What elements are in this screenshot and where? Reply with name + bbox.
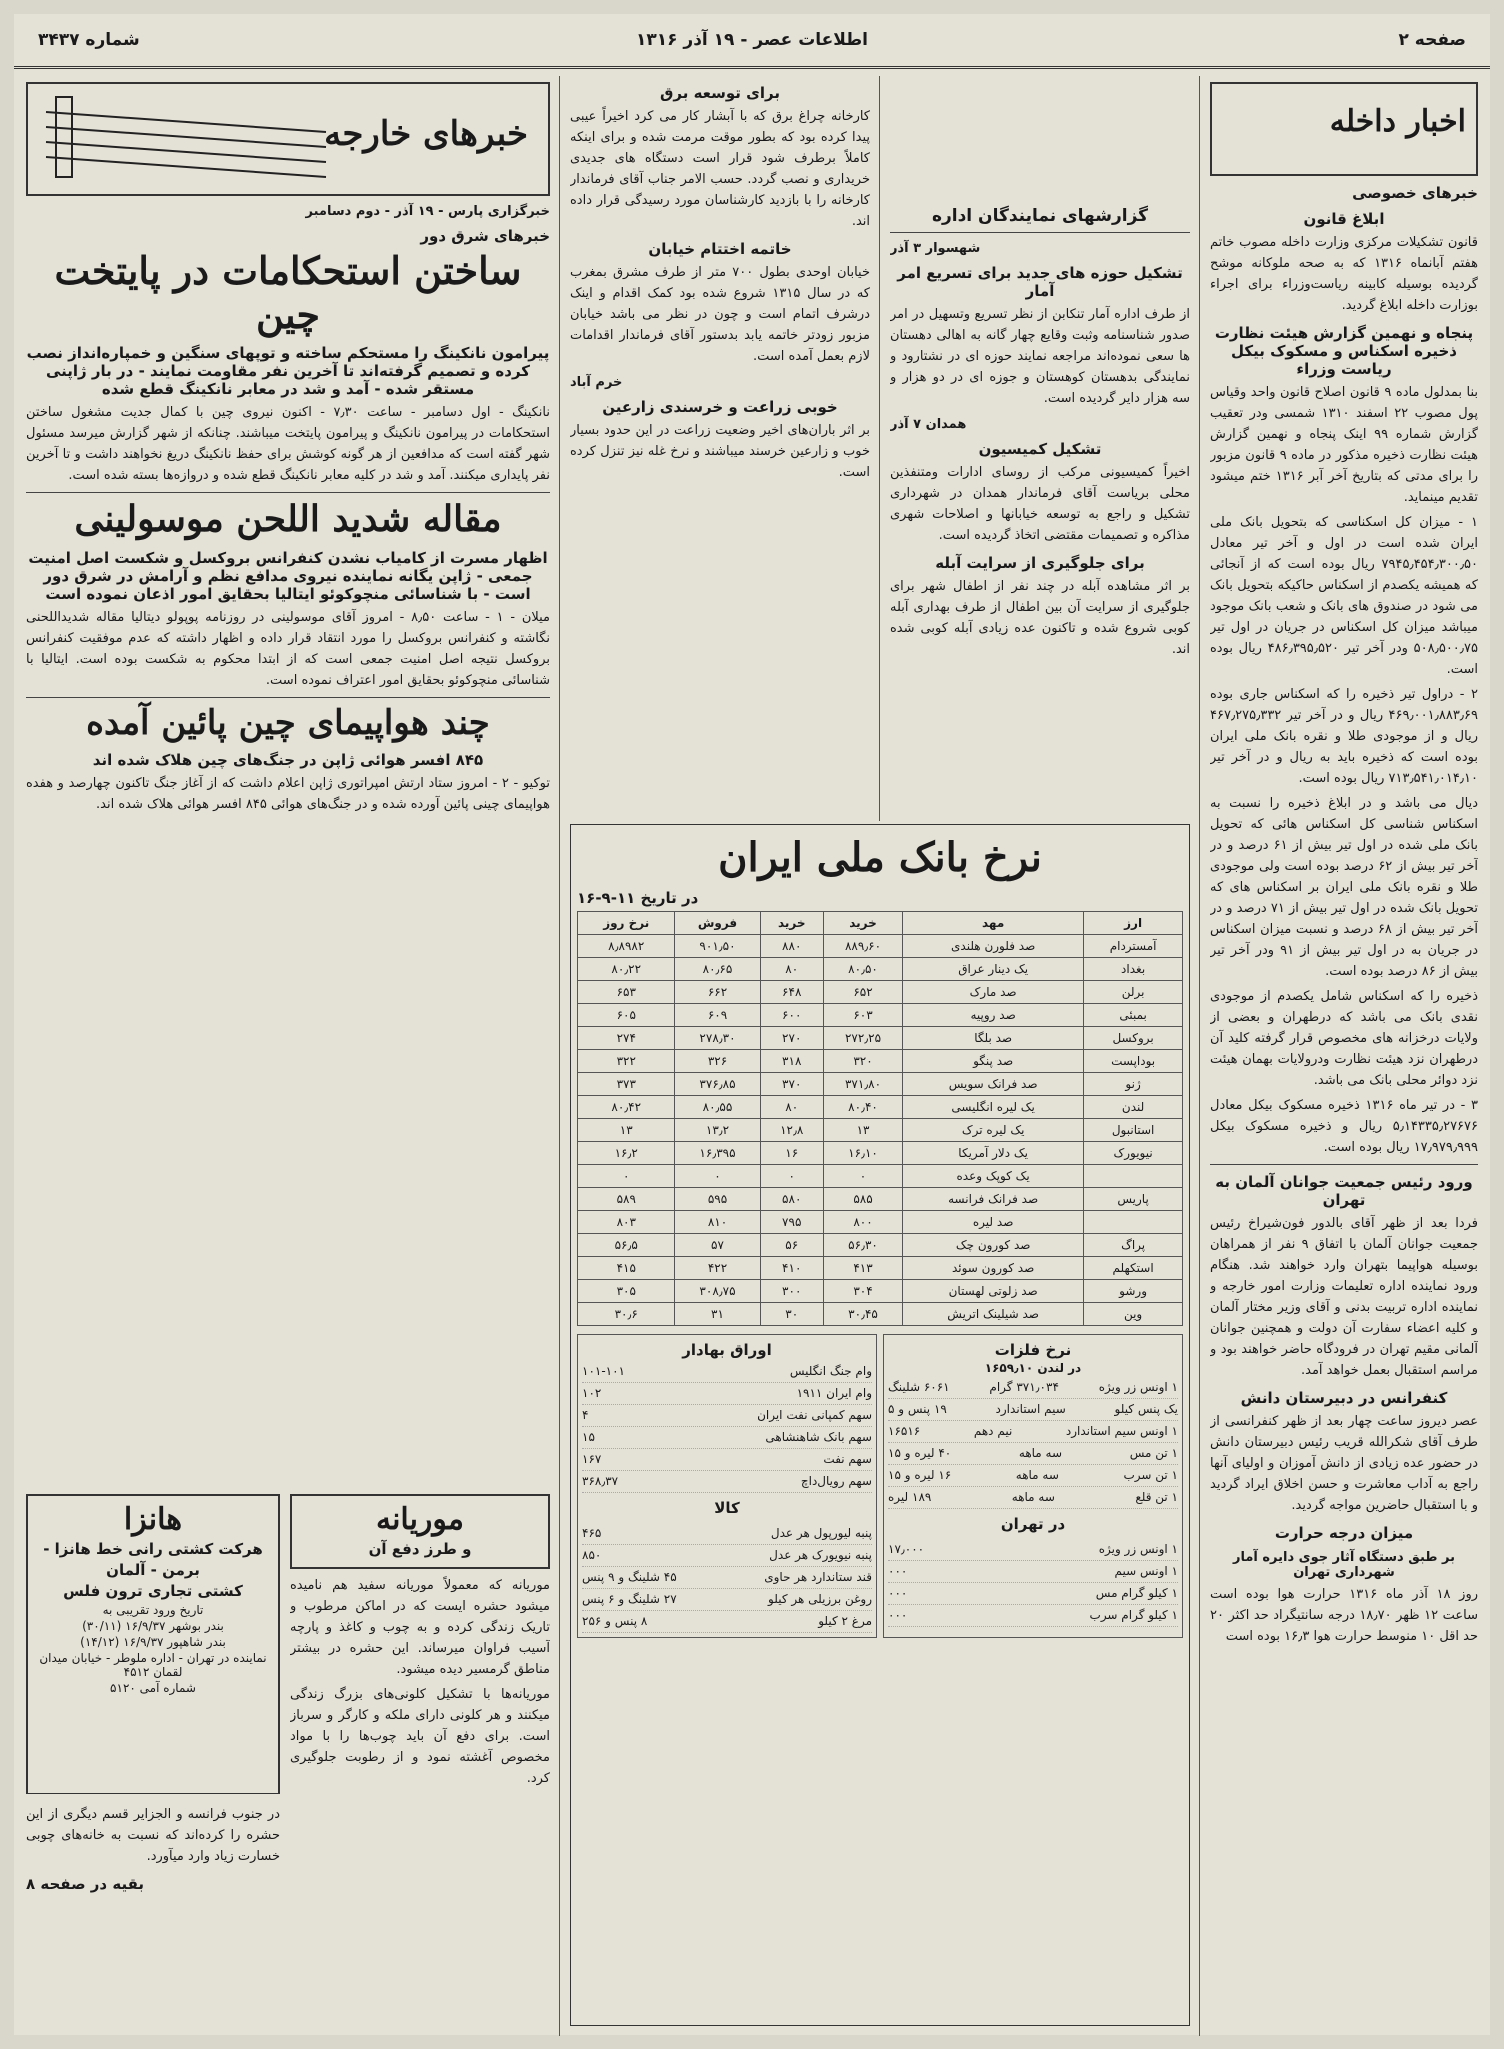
list-cell: سهم کمپانی نفت ایران (757, 1408, 872, 1422)
list-cell: ۱ اونس زر ویژه (1098, 1542, 1178, 1556)
table-cell: صد کورون چک (903, 1234, 1084, 1257)
list-cell: ۱ اونس سیم (1114, 1564, 1178, 1578)
list-cell: ۱۷٫۰۰۰ (888, 1542, 925, 1556)
bonds-title: اوراق بهادار (682, 1341, 772, 1359)
list-cell: ۱ اونس زر ویژه (1098, 1380, 1178, 1394)
list-cell: سهم بانک شاهنشاهی (765, 1430, 872, 1444)
table-row (578, 935, 1183, 958)
table-cell: لندن (1084, 1096, 1183, 1119)
table-cell: ۵۶٫۳۰ (823, 1234, 902, 1257)
column-domestic (1210, 76, 1478, 2036)
bank-rates-section (570, 824, 1190, 2029)
list-item (888, 1583, 1178, 1605)
list-item (888, 1487, 1178, 1509)
list-cell: روغن برزیلی هر کیلو (768, 1592, 872, 1606)
list-cell: ۱ اونس سیم استاندارد (1065, 1424, 1178, 1438)
article-text: نانکینگ - اول دسامبر - ساعت ۷٫۳۰ - اکنون نیروی چین با کمال جدیت مشغول ساختن استحکامات در پیرامون نانکینگ و پیرامون پایتخت میباشند. چنانکه از شهر گزارش میرسد مسئول شهر گفته است که مدافعین از هر گونه کوشش برای حفظ نانکینگ دریغ نخواهند داشت و تا آخرین نفر پایداری میکنند. آمد و شد در کلیه معابر نانکینگ قطع شده و دروازه‌ها بسته شده است. (26, 405, 550, 484)
table-cell: ۱۶٫۱۰ (823, 1142, 902, 1165)
list-item (582, 1567, 872, 1589)
deck: پیرامون نانکینگ را مستحکم ساخته و توپهای سنگین و خمپاره‌انداز نصب کرده و تصمیم گرفته‌اند تا آخرین نفر مقاومت نمایند - در بار ژاپنی مستقر شده - آمد و شد در معابر نانکینگ قطع شده (26, 344, 550, 399)
table-cell: ۸۰٫۲۲ (578, 958, 675, 981)
table-cell: ۸۰٫۵۰ (823, 958, 902, 981)
termite-article (290, 1494, 550, 2024)
headline: خاتمه اختتام خیابان (648, 240, 792, 258)
headline: برای جلوگیری از سرایت آبله (935, 554, 1145, 572)
list-cell: ۴۰ لیره و ۱۵ (888, 1446, 952, 1460)
byline: خبرگزاری پارس - ۱۹ آذر - دوم دسامبر (305, 204, 550, 219)
table-cell: بغداد (1084, 958, 1183, 981)
headline: تشکیل کمیسیون (978, 440, 1102, 458)
column-foreign (26, 76, 550, 1476)
table-row (578, 1073, 1183, 1096)
section-title: خبرهای خصوصی (1352, 184, 1478, 202)
newspaper-page (14, 14, 1490, 2035)
table-row (578, 1027, 1183, 1050)
list-item (582, 1589, 872, 1611)
table-cell: صد فرانک سویس (903, 1073, 1084, 1096)
table-cell: بمبئی (1084, 1004, 1183, 1027)
goods-title: کالا (714, 1499, 740, 1517)
table-row (578, 1257, 1183, 1280)
hansa-line: نماینده در تهران - اداره ملوطر - خیابان میدان لقمان ۴۵۱۲ (39, 1651, 267, 1679)
column-reports (890, 76, 1190, 836)
table-cell: صد بلگا (903, 1027, 1084, 1050)
headline: تشکیل حوزه های جدید برای تسریع امر آمار (897, 264, 1183, 300)
table-cell: ژنو (1084, 1073, 1183, 1096)
table-cell: نیویورک (1084, 1142, 1183, 1165)
list-item (582, 1449, 872, 1471)
list-item (582, 1383, 872, 1405)
list-cell: ۴۶۵ (582, 1526, 602, 1540)
metals-list (888, 1377, 1178, 1509)
article-text: میلان - ۱ - ساعت ۸٫۵۰ - امروز آقای موسولینی در روزنامه پوپولو دیتالیا مقاله شدیداللحنی نگاشته و کنفرانس بروکسل را مورد انتقاد قرار داده و اظهار داشته که عدم موفقیت کنفرانس بروکسل نتیجه اصل امنیت جمعی است که از ابتدا محکوم به شکست بوده است. ایتالیا با شناسائی منچوکوئو بحقایق امور اعتراف نموده است. (26, 609, 550, 688)
table-cell: ۳۲۶ (675, 1050, 760, 1073)
goods-list (582, 1523, 872, 1633)
page-number: صفحه ۲ (1398, 30, 1466, 50)
table-head: خرید (760, 912, 823, 935)
article-text: قانون تشکیلات مرکزی وزارت داخله مصوب خاتم هفتم آبانماه ۱۳۱۶ که به صحه ملوکانه موشح گردیده بوسیله کابینه ریاست‌وزراء برای اجراء بوزارت داخله ابلاغ گردید. (1210, 235, 1478, 313)
article-text: کارخانه چراغ برق که با آبشار کار می کرد اخیراً عیبی پیدا کرده بود که بطور موقت مرمت شده و برای اینکه کاملاً برطرف شود قرار است دستگاه های جدیدی خریداری و نصب گردد. حسب الامر جناب آقای فرماندار کارخانه را با بازدید کارشناسان مورد رسیدگی قرار داده اند. (570, 109, 870, 229)
continued-note: بقیه در صفحه ۸ (26, 1875, 145, 1893)
list-cell: ۳۷۱٫۰۳۴ گرام (989, 1380, 1059, 1394)
article-text: بر اثر باران‌های اخیر وضعیت زراعت در این حدود بسیار خوب و زارعین خرسند میباشند و نرخ غله نیز تنزل کرده است. (570, 423, 870, 480)
table-cell: ۵۹۵ (675, 1188, 760, 1211)
table-cell: ۶۰۰ (760, 1004, 823, 1027)
list-item (582, 1471, 872, 1493)
table-cell: ۴۱۳ (823, 1257, 902, 1280)
table-cell: ۵۸۰ (760, 1188, 823, 1211)
masthead-title: خبرهای خارجه (324, 114, 528, 154)
list-item (582, 1405, 872, 1427)
table-cell: ۱۳ (578, 1119, 675, 1142)
section-title: گزارشهای نمایندگان اداره (931, 206, 1149, 226)
list-cell: ۱ کیلو گرام مس (1095, 1586, 1178, 1600)
masthead-foreign (26, 82, 550, 196)
list-cell: ۳۶۸٫۳۷ (582, 1474, 619, 1488)
list-cell: ۱ تن سرب (1123, 1468, 1178, 1482)
table-cell: ۶۶۲ (675, 981, 760, 1004)
table-cell: ۴۲۲ (675, 1257, 760, 1280)
page-header (14, 20, 1490, 69)
table-cell: صد مارک (903, 981, 1084, 1004)
table-row (578, 1142, 1183, 1165)
table-cell: ۳۰٫۴۵ (823, 1303, 902, 1326)
table-cell: صد فرانک فرانسه (903, 1188, 1084, 1211)
table-row (578, 1280, 1183, 1303)
table-row (578, 1096, 1183, 1119)
hansa-line: شماره آمی ۵۱۲۰ (110, 1681, 196, 1695)
table-cell (1084, 1211, 1183, 1234)
bank-date: در تاریخ ۱۱-۹-۱۶ (577, 889, 699, 907)
list-item (582, 1611, 872, 1633)
list-cell: وام ایران ۱۹۱۱ (796, 1386, 872, 1400)
list-cell: ۱۶۷ (582, 1452, 602, 1466)
termite-title: موریانه (376, 1502, 464, 1537)
table-cell: ۱۶٫۳۹۵ (675, 1142, 760, 1165)
list-cell: ۱ کیلو گرام سرب (1089, 1608, 1178, 1622)
table-cell: ۸۱۰ (675, 1211, 760, 1234)
dateline: خرم آباد (570, 375, 623, 390)
table-cell: ۰ (760, 1165, 823, 1188)
list-item (888, 1561, 1178, 1583)
list-cell: پنبه نیویورک هر عدل (769, 1548, 872, 1562)
table-cell: پراگ (1084, 1234, 1183, 1257)
article-text: از طرف اداره آمار تنکابن از نظر تسریع وتسهیل در امر صدور شناسنامه وثبت وقایع چهار گانه به اهالی دهستان ها سعی نموده‌اند مراجعه نمایند حوزه ای در نشتارود و نمایندگی بدهستان کوهستان و جوزه ای در دو هزار و سه هزار دایر گردیده است. (890, 307, 1190, 406)
table-cell: ۵۸۹ (578, 1188, 675, 1211)
hansa-line: برمن - آلمان (106, 1561, 200, 1579)
headline: خوبی زراعت و خرسندی زارعین (602, 398, 838, 416)
list-cell: ۸۵۰ (582, 1548, 602, 1562)
table-cell: ۵۸۵ (823, 1188, 902, 1211)
table-cell: بروکسل (1084, 1027, 1183, 1050)
deck: ۸۴۵ افسر هوائی ژاپن در جنگ‌های چین هلاک شده اند (92, 750, 484, 769)
list-cell: سه ماهه (1011, 1490, 1055, 1504)
list-cell: ۲۷ شلینگ و ۶ پنس (582, 1592, 677, 1606)
table-cell: یک لیره ترک (903, 1119, 1084, 1142)
masthead-title: اخبار داخله (1329, 104, 1466, 139)
list-cell: نیم دهم (973, 1424, 1013, 1438)
table-cell: ۸۰٫۴۰ (823, 1096, 902, 1119)
list-cell: ۱۸۹ لیره (888, 1490, 932, 1504)
table-cell: ۸۸۹٫۶۰ (823, 935, 902, 958)
article-text: در جنوب فرانسه و الجزایر قسم دیگری از این حشره را کرده‌اند که نسبت به خانه‌های چوبی خسارت زیاد وارد میآورد. (26, 1807, 280, 1864)
table-row (578, 1165, 1183, 1188)
article-text: ۳ - در تیر ماه ۱۳۱۶ ذخیره مسکوک بیکل معادل ۵٫۱۴۳۳۵٫۲۷۶۷۶ ریال و ذخیره مسکوک بیکل ۱۷٫۹۷۹٫۹۹۹ ریال بوده است. (1210, 1098, 1478, 1155)
table-cell: ۸۰٫۵۵ (675, 1096, 760, 1119)
table-cell: ۱۳٫۲ (675, 1119, 760, 1142)
headline: چند هواپیمای چین پائین آمده (86, 702, 490, 743)
table-cell: ۳۰٫۶ (578, 1303, 675, 1326)
table-cell: ۶۰۹ (675, 1004, 760, 1027)
list-cell: ۱۵ (582, 1430, 595, 1444)
headline: پنجاه و نهمین گزارش هیئت نظارت ذخیره اسکناس و مسکوک بیکل ریاست وزراء (1214, 324, 1474, 378)
table-cell: ۹۰۱٫۵۰ (675, 935, 760, 958)
table-cell: ۳۷۱٫۸۰ (823, 1073, 902, 1096)
table-cell: یک لیره انگلیسی (903, 1096, 1084, 1119)
table-cell: ۵۶٫۵ (578, 1234, 675, 1257)
table-cell: ۸۸۰ (760, 935, 823, 958)
table-cell: ۲۷۸٫۳۰ (675, 1027, 760, 1050)
list-cell: ۴ (582, 1408, 589, 1422)
table-head: ارز (1084, 912, 1183, 935)
hansa-line: تاریخ ورود تقریبی به (102, 1603, 204, 1617)
list-cell: مرغ ۲ کیلو (818, 1614, 872, 1628)
table-cell: ۸٫۸۹۸۲ (578, 935, 675, 958)
table-cell: ۲۷۴ (578, 1027, 675, 1050)
table-cell: ۴۱۰ (760, 1257, 823, 1280)
headline: میزان درجه حرارت (1274, 1524, 1414, 1542)
table-cell: ۳۱۸ (760, 1050, 823, 1073)
london-rate: در لندن ۱۶۵۹٫۱۰ (984, 1361, 1082, 1375)
list-item (888, 1605, 1178, 1627)
table-cell: وین (1084, 1303, 1183, 1326)
article-text: عصر دیروز ساعت چهار بعد از ظهر کنفرانسی از طرف آقای شکرالله قریب رئیس دبیرستان دانش در حضور عده زیادی از دانش آموزان و اولیای آنها راجع به آداب معاشرت و حسن اخلاق ایراد گردید و با استقبال حاضرین مواجه گردید. (1210, 1414, 1478, 1513)
table-cell: ۳۱ (675, 1303, 760, 1326)
table-cell: صد زلوتی لهستان (903, 1280, 1084, 1303)
table-row (578, 1188, 1183, 1211)
article-text: موریانه که معمولاً موریانه سفید هم نامیده میشود حشره ایست که در اماکن مرطوب و تاریک زندگی کرده و به چوب و کاغذ و پارچه آسیب فراوان میرساند. این حشره در بیشتر مناطق گرمسیر دیده میشود. (290, 1578, 550, 1677)
list-cell: سهم رویال‌داچ (800, 1474, 872, 1488)
table-cell: یک دلار آمریکا (903, 1142, 1084, 1165)
table-cell: ۸۰ (760, 1096, 823, 1119)
list-item (888, 1539, 1178, 1561)
list-item (582, 1545, 872, 1567)
headline: ورود رئیس جمعیت جوانان آلمان به تهران (1215, 1173, 1473, 1209)
list-cell: سیم استاندارد (995, 1402, 1066, 1416)
table-cell: ۴۱۵ (578, 1257, 675, 1280)
table-cell: ۳۰۰ (760, 1280, 823, 1303)
article-text: توکیو - ۲ - امروز ستاد ارتش امپراتوری ژاپن اعلام داشت که از آغاز جنگ تاکنون چهارصد و هفده هواپیمای چینی پائین آورده شده و در جنگ‌های هوائی ۸۴۵ افسر هوائی هلاک شده اند. (26, 775, 550, 812)
list-cell: ۱ تن مس (1129, 1446, 1178, 1460)
hansa-line: کشتی تجاری ترون فلس (63, 1582, 243, 1600)
list-cell: ۸ پنس و ۲۵۶ (582, 1614, 648, 1628)
table-cell: ۵۷ (675, 1234, 760, 1257)
issue-number: شماره ۳۴۳۷ (38, 30, 140, 50)
list-item (582, 1427, 872, 1449)
table-row (578, 1050, 1183, 1073)
table-cell: ورشو (1084, 1280, 1183, 1303)
table-cell: صد پنگو (903, 1050, 1084, 1073)
table-cell: بوداپست (1084, 1050, 1183, 1073)
list-cell: ۰۰۰ (888, 1564, 908, 1578)
list-cell: ۴۵ شلینگ و ۹ پنس (582, 1570, 677, 1584)
list-item (888, 1377, 1178, 1399)
list-item (888, 1421, 1178, 1443)
table-cell: ۰ (675, 1165, 760, 1188)
table-cell: ۳۷۳ (578, 1073, 675, 1096)
table-cell: استکهلم (1084, 1257, 1183, 1280)
table-cell: ۰ (578, 1165, 675, 1188)
bonds-list (582, 1361, 872, 1493)
dateline: شهسوار ۳ آذر (890, 241, 981, 256)
termite-subtitle: و طرز دفع آن (368, 1540, 472, 1558)
hansa-line: هرکت کشتی رانی خط هانزا - (43, 1540, 263, 1558)
table-cell: ۵۶ (760, 1234, 823, 1257)
table-cell: ۸۰۳ (578, 1211, 675, 1234)
subheadline: بر طبق دستگاه آثار جوی دایره آمار شهرداری تهران (1232, 1550, 1456, 1580)
list-cell: ۱ تن قلع (1135, 1490, 1178, 1504)
table-cell: ۶۵۲ (823, 981, 902, 1004)
headline: کنفرانس در دبیرستان دانش (1240, 1389, 1448, 1407)
article-text: ۲ - دراول تیر ذخیره را که اسکناس جاری بوده ۴۶۹٫۰۰۱٫۸۸۳٫۶۹ ریال و در آخر تیر ۴۶۷٫۲۷۵٫۳۳۲ ریال و از موجودی طلا و نقره بانک ملی ایران بوده است که ذخیره باید به ریال و در آخر تیر ۷۱۳٫۵۴۱٫۰۱۴٫۱۰ ریال بوده است. (1210, 687, 1478, 786)
table-cell: ۳۰۴ (823, 1280, 902, 1303)
list-cell: وام جنگ انگلیس (789, 1364, 872, 1378)
table-cell: صد فلورن هلندی (903, 935, 1084, 958)
table-head: نرخ روز (578, 912, 675, 935)
table-cell: صد شیلینک اتریش (903, 1303, 1084, 1326)
table-cell: ۷۹۵ (760, 1211, 823, 1234)
paper-title: اطلاعات عصر - ۱۹ آذر ۱۳۱۶ (635, 30, 869, 50)
hansa-name: هانزا (123, 1502, 183, 1537)
table-cell: یک دینار عراق (903, 958, 1084, 981)
table-row (578, 1211, 1183, 1234)
list-cell: قند ستاندارد هر حاوی (764, 1570, 872, 1584)
article-text: بر اثر مشاهده آبله در چند نفر از اطفال شهر برای جلوگیری از سرایت آن بین اطفال از طرف بهداری آبله کوبی شروع شده و تاکنون عده زیادی آبله کوبی شده اند. (890, 579, 1190, 657)
list-cell: ۰۰۰ (888, 1586, 908, 1600)
list-cell: سهم نفت (823, 1452, 872, 1466)
dateline: همدان ۷ آذر (890, 417, 967, 432)
masthead-domestic (1210, 82, 1478, 176)
table-cell: ۱۲٫۸ (760, 1119, 823, 1142)
table-cell: ۶۰۵ (578, 1004, 675, 1027)
table-row (578, 1303, 1183, 1326)
list-cell: ۱۶۵۱۶ (888, 1424, 921, 1438)
headline: ساختن استحکامات در پایتخت چین (54, 248, 522, 337)
article-text: خیابان اوحدی بطول ۷۰۰ متر از طرف مشرق بمغرب که در سال ۱۳۱۵ شروع شده بود کمک اقدام و اینک درشرف اتمام است و چون در نظر می باشد خیابان مزبور زودتر خاتمه یابد بدستور آقای فرماندار اقدامات لازم بعمل آمده است. (570, 265, 870, 364)
table-cell: ۳۰ (760, 1303, 823, 1326)
deck: اظهار مسرت از کامیاب نشدن کنفرانس بروکسل و شکست اصل امنیت جمعی - ژاپن یگانه نماینده نیروی مدافع نظم و آرامش در شرق دور است - با شناسائی منچوکوئو ایتالیا بحقایق امور اذعان نموده است (28, 548, 548, 603)
metals-title: نرخ فلزات (994, 1341, 1072, 1359)
table-row (578, 981, 1183, 1004)
headline: ابلاغ قانون (1303, 210, 1385, 228)
table-cell: ۳۲۲ (578, 1050, 675, 1073)
list-item (888, 1399, 1178, 1421)
table-cell: ۳۷۶٫۸۵ (675, 1073, 760, 1096)
table-cell: پاریس (1084, 1188, 1183, 1211)
article-text: دیال می باشد و در ابلاغ ذخیره را نسبت به اسکناس شناسی کل اسکناس هائی که تحویل بانک ملی شده در اول تیر بیش از ۶۱ درصد و در آخر تیر بیش از ۶۲ درصد بوده است ولی موجودی طلا و نقره بانک ملی ایران بر اسکناس های که تحویل بانک شده در اول تیر بیش از ۷۱ درصد و در آخر تیر بیش از ۶۸ درصد و نسبت میزان اسکناس در جریان به در اول تیر بیش از ۹۱ ودر آخر تیر بیش از ۸۶ درصد بوده است. (1210, 796, 1478, 979)
table-cell: آمستردام (1084, 935, 1183, 958)
article-text: ۱ - میزان کل اسکناسی که بتحویل بانک ملی ایران شده است در اول و آخر تیر معادل ۷۹۴۵٫۴۵۴٫۳۰۰٫۵۰ ریال بوده است که از آنجائی که همیشه یکصدم از اسکناس حاکیکه بتحویل بانک می شود در صندوق های بانک و شعب بانک موجود میباشد میزان کل اسکناس در جریان در اول تیر ۵۰۸٫۵۰۰٫۷۵ ودر آخر تیر ۴۸۶٫۳۹۵٫۵۲۰ ریال بوده است. (1210, 515, 1478, 677)
table-cell: ۸۰٫۴۲ (578, 1096, 675, 1119)
table-head: مهد (903, 912, 1084, 935)
currency-table (577, 911, 1183, 1326)
table-cell: صد روپیه (903, 1004, 1084, 1027)
table-cell: ۶۵۳ (578, 981, 675, 1004)
table-cell: صد لیره (903, 1211, 1084, 1234)
table-cell: ۳۲۰ (823, 1050, 902, 1073)
table-cell: برلن (1084, 981, 1183, 1004)
table-cell: ۳۰۵ (578, 1280, 675, 1303)
table-cell: ۱۶٫۲ (578, 1142, 675, 1165)
table-cell: ۸۰ (760, 958, 823, 981)
table-cell: ۲۷۲٫۲۵ (823, 1027, 902, 1050)
list-cell: ۰۰۰ (888, 1608, 908, 1622)
table-row (578, 1004, 1183, 1027)
table-head: خرید (823, 912, 902, 935)
table-row (578, 1234, 1183, 1257)
headline: برای توسعه برق (659, 84, 781, 102)
hansa-line: بندر شاهپور ۱۶/۹/۳۷ (۱۴/۱۲) (80, 1635, 226, 1649)
list-cell: پنبه لیورپول هر عدل (770, 1526, 872, 1540)
list-item (888, 1443, 1178, 1465)
table-cell: ۶۰۳ (823, 1004, 902, 1027)
list-cell: ۱۶ لیره و ۱۵ (888, 1468, 952, 1482)
table-cell: استانبول (1084, 1119, 1183, 1142)
bank-title: نرخ بانک ملی ایران (718, 834, 1042, 881)
termite-continuation (26, 1804, 280, 2024)
table-cell: ۶۴۸ (760, 981, 823, 1004)
article-text: اخیراً کمیسیونی مرکب از روسای ادارات ومتنفذین محلی بریاست آقای فرماندار همدان در شهرداری تشکیل و راجع به توسعه خیابانها و اصلاحات شهری مذاکره و تصمیمات مقتضی اتخاذ گردیده است. (890, 465, 1190, 543)
list-cell: ۱۹ پنس و ۵ (888, 1402, 947, 1416)
telegraph-illustration (36, 92, 336, 182)
column-provinces (570, 76, 870, 821)
table-cell: ۲۷۰ (760, 1027, 823, 1050)
list-cell: یک پنس کیلو (1114, 1402, 1178, 1416)
table-row (578, 1119, 1183, 1142)
list-item (582, 1361, 872, 1383)
table-head: فروش (675, 912, 760, 935)
table-cell: صد کورون سوئد (903, 1257, 1084, 1280)
article-text: ذخیره را که اسکناس شامل یکصدم از موجودی نقدی بانک می باشد که درطهران و بعضی از ولایات درخزانه های مخصوص قرار گرفته کلید آن درطهران نزد هیئت نظارت ودرولایات بهمان هیئت نزد دوائر محلی بانک می باشد. (1210, 989, 1478, 1088)
tehran-list (888, 1539, 1178, 1627)
article-text: بنا بمدلول ماده ۹ قانون اصلاح قانون واحد وقیاس پول مصوب ۲۲ اسفند ۱۳۱۰ شمسی ودر تعقیب گزارش شماره ۹۹ اینک پنجاه و نهمین گزارش هیئت نظارت ذخیره مذکور در ماده ۹ قانون مزبور را برای مدتی که بتاریخ آخر آبر ۱۳۱۶ ختم میشود تقدیم مینماید. (1210, 385, 1478, 505)
list-cell: ۱۰۲ (582, 1386, 602, 1400)
headline: مقاله شدید اللحن موسولینی (74, 498, 502, 541)
table-cell: یک کوپک وعده (903, 1165, 1084, 1188)
article-text: موریانه‌ها با تشکیل کلونی‌های بزرگ زندگی میکنند و هر کلونی دارای ملکه و کارگر و سرباز است. برای دفع آن باید چوب‌ها را با مواد مخصوص آغشته نمود و از رطوبت جلوگیری کرد. (290, 1687, 550, 1786)
article-text: فردا بعد از ظهر آقای بالدور فون‌شیراخ رئیس جمعیت جوانان آلمان با اتفاق ۹ نفر از همراهان بوسیله هواپیما بتهران وارد خواهند شد. هنگام ورود نماینده اداره تعلیمات وزارت امور خارجه و نماینده اداره تربیت بدنی و آقای وزیر مختار آلمان و کلیه اعضاء سفارت آن دولت و همچنین جوانان آلمانی مقیم تهران در فرودگاه حاضر خواهند بود و مراسم استقبال بعمل خواهد آمد. (1210, 1216, 1478, 1378)
table-cell: ۰ (823, 1165, 902, 1188)
table-cell: ۸۰٫۶۵ (675, 958, 760, 981)
table-cell (1084, 1165, 1183, 1188)
table-cell: ۳۷۰ (760, 1073, 823, 1096)
list-item (582, 1523, 872, 1545)
hansa-line: بندر بوشهر ۱۶/۹/۳۷ (۳۰/۱۱) (82, 1619, 224, 1633)
section-title: خبرهای شرق دور (420, 227, 550, 245)
table-cell: ۸۰۰ (823, 1211, 902, 1234)
list-cell: سه ماهه (1018, 1446, 1063, 1460)
table-cell: ۱۶ (760, 1142, 823, 1165)
hansa-ad (26, 1494, 280, 1794)
table-cell: ۳۰۸٫۷۵ (675, 1280, 760, 1303)
list-item (888, 1465, 1178, 1487)
list-cell: ۱۰۱-۱۰۱ (582, 1364, 626, 1378)
tehran-title: در تهران (1000, 1515, 1066, 1533)
table-row (578, 958, 1183, 981)
article-text: روز ۱۸ آذر ماه ۱۳۱۶ حرارت هوا بوده است ساعت ۱۲ ظهر ۱۸٫۷۰ درجه سانتیگراد حد اکثر ۲۰ حد اقل ۱۰ منوسط حرارت هوا ۱۶٫۳ بوده است (1210, 1587, 1478, 1644)
table-cell: ۱۳ (823, 1119, 902, 1142)
list-cell: ۶۰۶۱ شلینگ (888, 1380, 950, 1394)
list-cell: سه ماهه (1015, 1468, 1059, 1482)
